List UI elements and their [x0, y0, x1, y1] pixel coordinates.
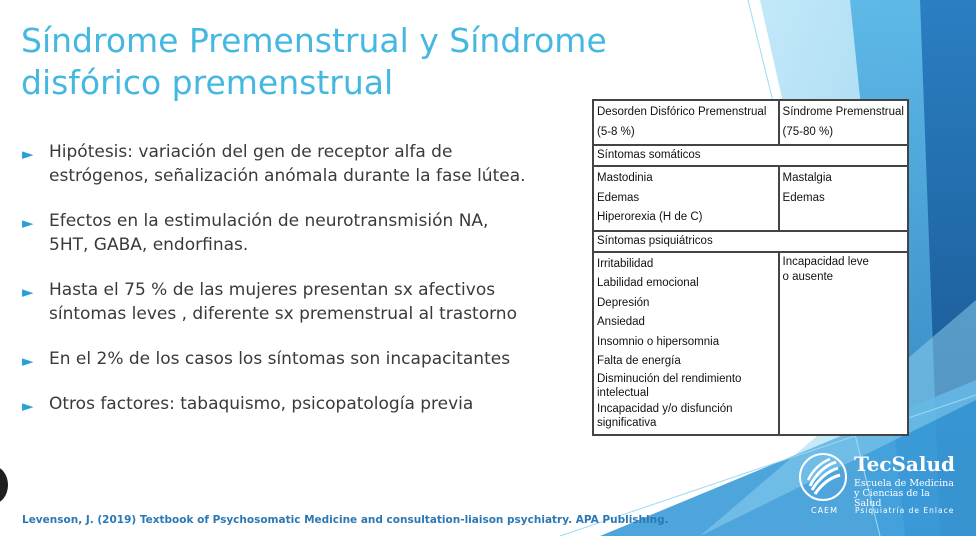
header-prevalence: (75-80 %)	[782, 125, 834, 138]
header-text: Desorden Disfórico Premenstrual	[597, 106, 767, 118]
title-line: Síndrome Premenstrual y Síndrome	[21, 21, 607, 60]
triangle-bullet-icon: ►	[22, 397, 34, 415]
symptom: o ausente	[782, 270, 834, 283]
symptom: Insomnio o hipersomnia	[597, 335, 720, 348]
reference-citation: Levenson, J. (2019) Textbook of Psychosomatic Medicine and consultation-liaison psychiatry. APA Publishing.	[22, 514, 669, 526]
bullet-text	[49, 278, 582, 326]
logo-program: Psiquiatría de Enlace	[855, 506, 955, 515]
tecsalud-logo	[798, 452, 958, 522]
psych-pmdd-cell	[593, 252, 779, 435]
comparison-table	[592, 99, 909, 436]
symptom: Incapacidad leve	[782, 255, 869, 268]
logo-line: y Ciencias de la Salud	[854, 488, 930, 509]
section-psychiatric	[593, 231, 908, 252]
bullet-line: síntomas leves , diferente sx premenstrual al trastorno	[49, 304, 517, 324]
bullet-item	[22, 392, 582, 416]
tecsalud-emblem-icon	[798, 452, 848, 502]
triangle-bullet-icon: ►	[22, 283, 34, 301]
bullet-line: En el 2% de los casos los síntomas son incapacitantes	[49, 349, 511, 369]
bullet-line: Otros factores: tabaquismo, psicopatología previa	[49, 394, 474, 414]
somatic-pmdd-cell	[593, 166, 779, 231]
symptom: Edemas	[782, 191, 825, 204]
symptom: Irritabilidad	[597, 257, 654, 270]
header-prevalence: (5-8 %)	[597, 125, 635, 138]
section-somatic	[593, 145, 908, 166]
bullet-text	[49, 347, 582, 371]
bullet-text	[49, 140, 582, 188]
psych-pms-cell	[779, 252, 908, 435]
triangle-bullet-icon: ►	[22, 214, 34, 232]
table-header-row	[593, 100, 908, 145]
logo-line: Escuela de Medicina	[854, 478, 954, 489]
symptom: Mastodinia	[597, 172, 653, 184]
header-cell-pms	[779, 100, 908, 145]
triangle-bullet-icon: ►	[22, 352, 34, 370]
symptom: Incapacidad y/o disfunción significativa	[597, 402, 733, 429]
bullet-item	[22, 278, 582, 326]
symptom: Disminución del rendimiento intelectual	[597, 372, 742, 399]
logo-name: TecSalud	[854, 452, 956, 476]
bullet-text	[49, 209, 582, 257]
bullet-line: Hasta el 75 % de las mujeres presentan sx afectivos	[49, 280, 496, 300]
bullet-line: Efectos en la estimulación de neurotransmisión NA,	[49, 211, 489, 231]
section-label: Síntomas psiquiátricos	[597, 234, 713, 247]
bullet-line: Hipótesis: variación del gen de receptor alfa de	[49, 142, 453, 162]
table-row	[593, 252, 908, 435]
logo-subtitle	[854, 479, 958, 509]
table-section-row	[593, 145, 908, 166]
header-cell-pmdd	[593, 100, 779, 145]
symptom: Labilidad emocional	[597, 277, 699, 289]
bullet-item	[22, 347, 582, 371]
bullet-text	[49, 392, 582, 416]
bullet-item	[22, 140, 582, 188]
symptom: Hiperorexia (H de C)	[597, 211, 703, 223]
logo-caem: CAEM	[811, 506, 839, 515]
somatic-pms-cell	[779, 166, 908, 231]
triangle-bullet-icon: ►	[22, 145, 34, 163]
symptom: Mastalgia	[782, 172, 832, 184]
table-section-row	[593, 231, 908, 252]
bullet-item	[22, 209, 582, 257]
bullet-line: 5HT, GABA, endorfinas.	[49, 235, 249, 255]
table-row	[593, 166, 908, 231]
symptom: Edemas	[597, 191, 640, 204]
bullet-list	[22, 140, 582, 437]
section-label: Síntomas somáticos	[597, 149, 701, 161]
header-text: Síndrome Premenstrual	[782, 106, 904, 118]
symptom: Ansiedad	[597, 316, 645, 328]
title-line: disfórico premenstrual	[21, 63, 394, 102]
symptom: Falta de energía	[597, 355, 681, 367]
slide-title	[21, 20, 661, 104]
bullet-line: estrógenos, señalización anómala durante la fase lútea.	[49, 166, 526, 186]
symptom: Depresión	[597, 296, 650, 309]
